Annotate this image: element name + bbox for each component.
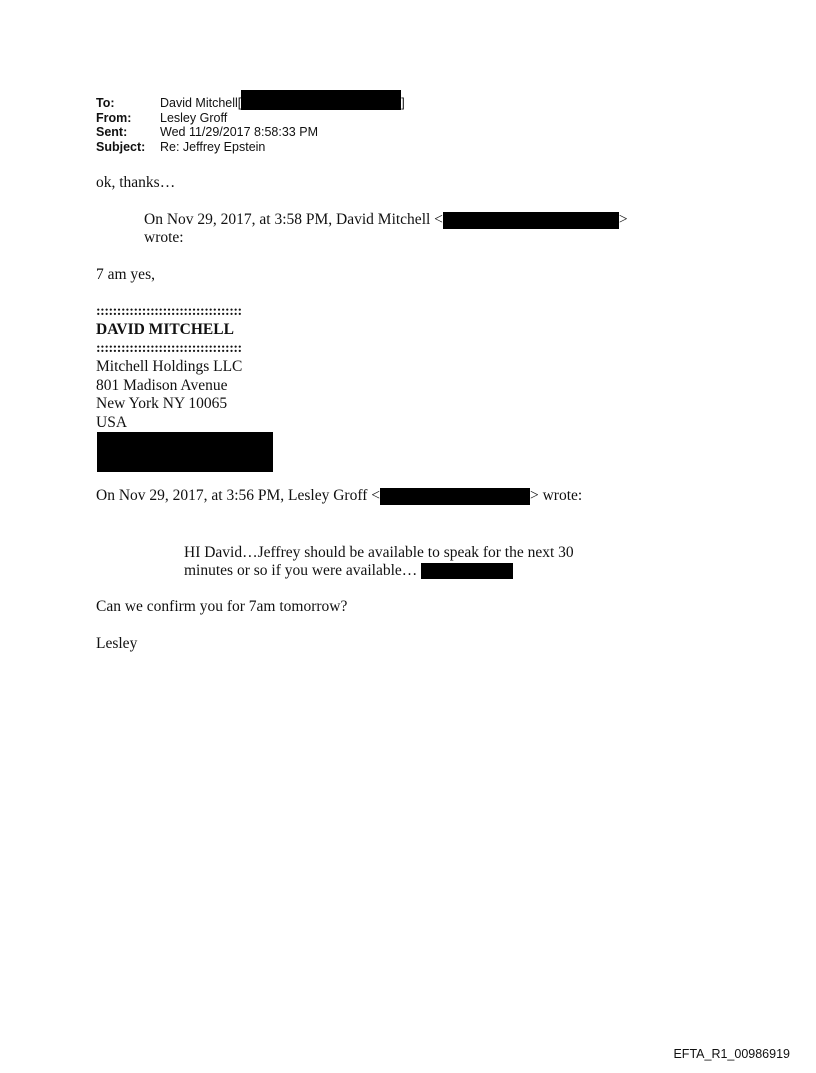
to-bracket: ] [401,96,405,110]
quote1-bracket: > [618,211,628,228]
redacted-phone-block [97,432,273,472]
signature-city: New York NY 10065 [96,395,228,412]
sent-label: Sent: [96,125,128,139]
to-label: To: [96,96,115,110]
from-row [96,111,405,126]
to-name: David Mitchell[ [160,96,242,110]
to-value [160,96,405,111]
signature-divider-top: ::::::::::::::::::::::::::::::::::: [96,304,242,319]
subject-value: Re: Jeffrey Epstein [160,139,266,154]
from-label: From: [96,110,132,125]
redacted-email [380,488,530,505]
redacted-email [241,90,401,110]
redacted-text [421,563,513,579]
message-2-line1: HI David…Jeffrey should be available to speak for the next 30 [184,544,574,561]
quote2-intro: On Nov 29, 2017, at 3:56 PM, Lesley Groff < [96,487,380,504]
signature-company: Mitchell Holdings LLC [96,358,243,375]
reply-text: ok, thanks… [96,174,176,191]
sent-value: Wed 11/29/2017 8:58:33 PM [160,125,318,139]
subject-label: Subject: [96,139,146,154]
document-id: EFTA_R1_00986919 [673,1047,790,1061]
redacted-email [443,212,619,229]
message-2-line2 [184,562,513,580]
email-header [96,96,405,154]
signature-divider-bottom: ::::::::::::::::::::::::::::::::::: [96,341,242,356]
signature-country: USA [96,414,128,431]
quote2-line [96,487,582,505]
closing-name: Lesley [96,635,138,652]
signature-name: DAVID MITCHELL [96,321,234,338]
quote2-wrote: > wrote: [530,487,583,504]
quote1-line2: wrote: [144,229,184,246]
quote1-intro: On Nov 29, 2017, at 3:58 PM, David Mitchell < [144,211,443,228]
subject-row [96,140,405,155]
from-value: Lesley Groff [160,110,228,125]
quote1-line1 [144,211,628,229]
message-3: Can we confirm you for 7am tomorrow? [96,598,348,615]
to-row [96,96,405,111]
message-2-text: minutes or so if you were available… [184,562,418,579]
message-1: 7 am yes, [96,266,155,283]
signature-street: 801 Madison Avenue [96,377,228,394]
sent-row [96,125,405,140]
